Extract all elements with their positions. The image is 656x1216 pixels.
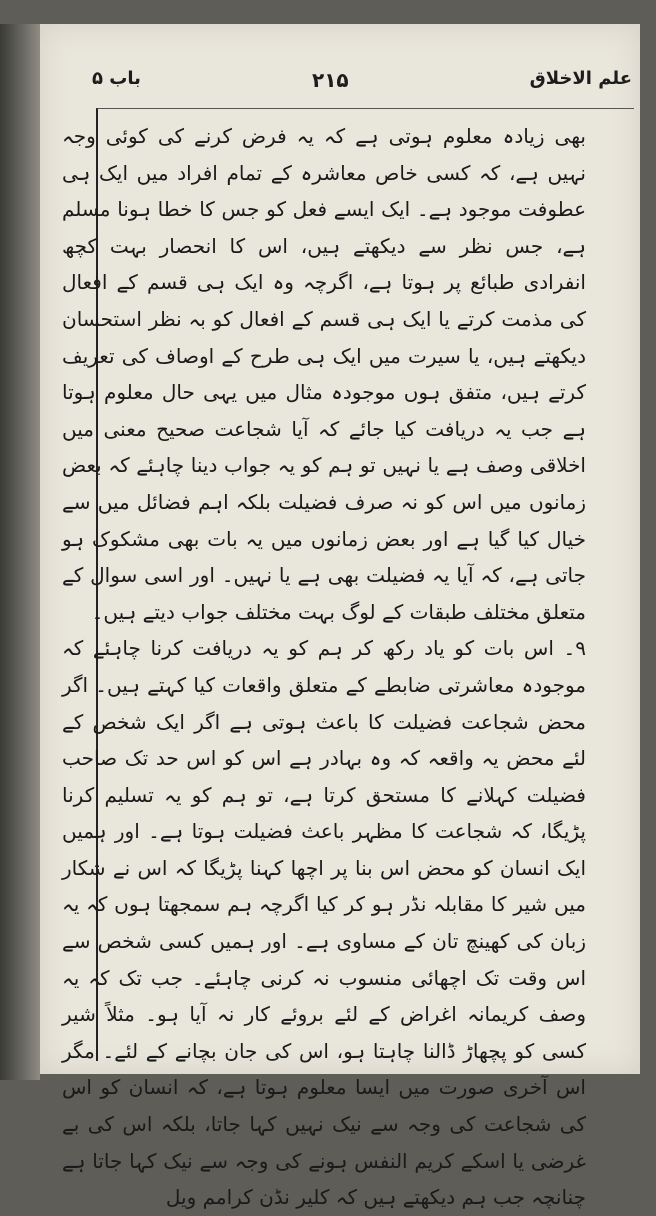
page-number: ۲۱۵: [312, 68, 349, 92]
page-body-text: [62, 118, 586, 1216]
paragraph-2: ۹۔ اس بات کو یاد رکھ کر ہم کو یہ دریافت کرنا چاہئے کہ موجودہ معاشرتی ضابطے کے متعلق واقعات کیا کہتے ہیں۔ اگر محض شجاعت فضیلت کا باعث ہوتی ہے اگر ایک شخص کے لئے محض یہ واقعہ کہ وہ بہادر ہے اس کو اس حد تک صاحب فضیلت کہلانے کا مستحق کرتا ہے، تو ہم کو یہ تسلیم کرنا پڑیگا، کہ شجاعت کا مظہر باعث فضیلت ہوتا ہے۔ اور ہمیں ایک انسان کو محض اس بنا پر اچھا کہنا پڑیگا کہ اس نے شکار میں شیر کا مقابلہ نڈر ہو کر کیا اگرچہ ہم سمجھتا ہوں کہ یہ زبان کی کھینچ تان کے مساوی ہے۔ اور ہمیں کسی شخص سے اس وقت تک اچھائی منسوب نہ کرنی چاہئے۔ جب تک کہ یہ وصف کریمانہ اغراض کے لئے بروئے کار نہ آیا ہو۔ مثلاً شیر کسی کو پچھاڑ ڈالنا چاہتا ہو، اس کی جان بچانے کے لئے۔ مگر اس آخری صورت میں ایسا معلوم ہوتا ہے، کہ انسان کو اس کی شجاعت کی وجہ سے نیک نہیں کہا جاتا، بلکہ اس کی بے غرضی یا اسکے کریم النفس ہونے کی وجہ سے نیک کہا جاتا ہے چنانچہ جب ہم دیکھتے ہیں کہ کلیر نڈن کرامم ویل: [62, 636, 586, 1210]
book-spine-shadow: [0, 24, 40, 1080]
paragraph-1: بھی زیادہ معلوم ہوتی ہے کہ یہ فرض کرنے کی کوئی وجہ نہیں ہے، کہ کسی خاص معاشرہ کے تمام افراد میں ایک ہی عطوفت موجود ہے۔ ایک ایسے فعل کو جس کا خطا ہونا مسلم ہے، جس نظر سے دیکھتے ہیں، اس کا انحصار بہت کچھ انفرادی طبائع پر ہوتا ہے، اگرچہ وہ ایک ہی قسم کے افعال کی مذمت کرتے یا ایک ہی قسم کے افعال کو بہ نظر استحسان دیکھتے ہیں، یا سیرت میں ایک ہی طرح کے اوصاف کی تعریف کرتے ہیں، متفق ہوں موجودہ مثال میں یہی حال معلوم ہوتا ہے جب یہ دریافت کیا جائے کہ آیا شجاعت صحیح معنی میں اخلاقی وصف ہے یا نہیں تو ہم کو یہ جواب دینا چاہئے کہ بعض زمانوں میں اس کو نہ صرف فضیلت بلکہ اہم فضائل میں سے خیال کیا گیا ہے اور بعض زمانوں میں یہ بات بھی مشکوک ہو جاتی ہے، کہ آیا یہ فضیلت بھی ہے یا نہیں۔ اور اسی سوال کے متعلق مختلف طبقات کے لوگ بہت مختلف جواب دیتے ہیں۔: [62, 124, 586, 624]
running-header: [40, 68, 640, 108]
book-title: علم الاخلاق: [529, 68, 632, 89]
chapter-label: باب ۵: [92, 68, 141, 89]
